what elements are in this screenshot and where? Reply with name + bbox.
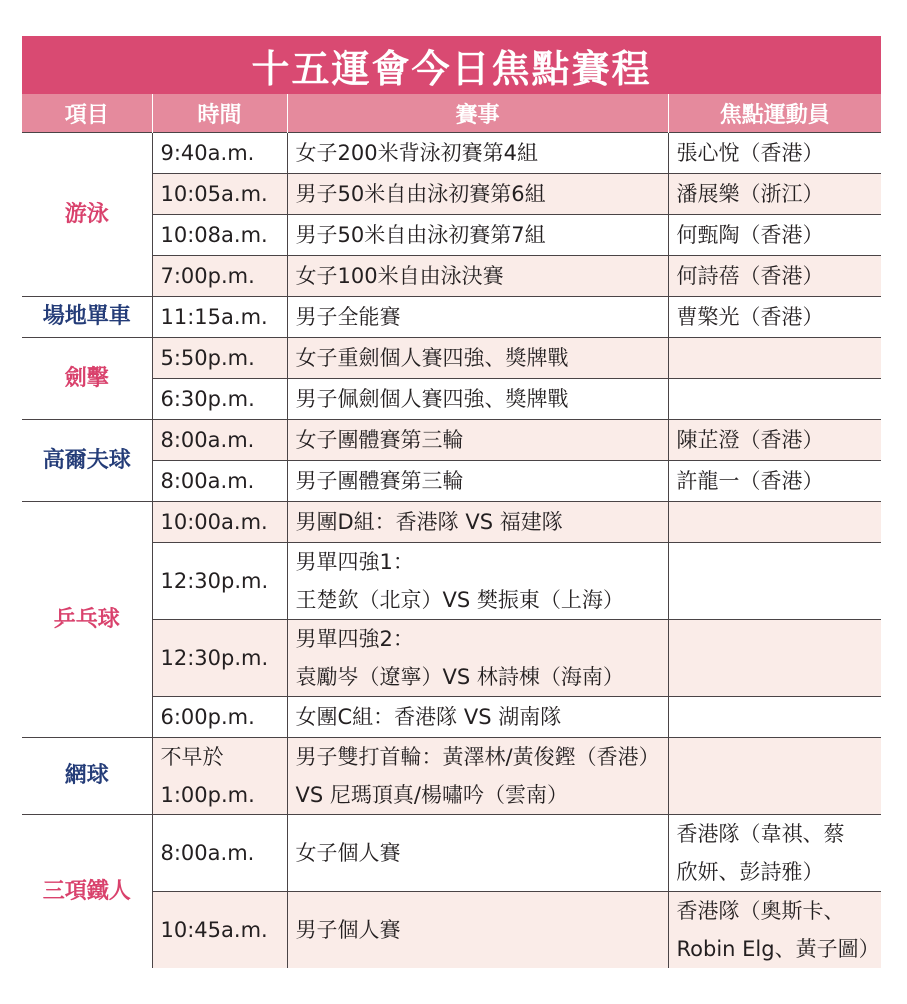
event-cell (287, 543, 668, 620)
table-row (22, 502, 881, 543)
category-fencing: 劍擊 (22, 338, 152, 420)
time-cell: 10:45a.m. (152, 892, 287, 969)
athlete-line: Robin Elg、黃子圖） (676, 937, 880, 961)
event-cell: 女子重劍個人賽四強、獎牌戰 (287, 338, 668, 379)
event-line: 男單四強1： (295, 550, 414, 574)
table-row (22, 815, 881, 892)
time-cell: 6:30p.m. (152, 379, 287, 420)
athlete-line: 欣妍、彭詩雅） (676, 860, 824, 884)
time-cell: 12:30p.m. (152, 620, 287, 697)
event-cell (287, 620, 668, 697)
time-line: 1:00p.m. (160, 783, 255, 807)
time-cell: 10:05a.m. (152, 174, 287, 215)
athlete-cell: 何甄陶（香港） (668, 215, 881, 256)
time-cell: 6:00p.m. (152, 697, 287, 738)
athlete-cell: 張心悅（香港） (668, 133, 881, 174)
athlete-line: 香港隊（奧斯卡、 (676, 899, 845, 923)
event-line: 男單四強2： (295, 627, 414, 651)
athlete-cell (668, 502, 881, 543)
column-header-time: 時間 (152, 94, 287, 133)
time-cell: 10:00a.m. (152, 502, 287, 543)
athlete-cell: 許龍一（香港） (668, 461, 881, 502)
table-row (22, 133, 881, 174)
time-cell (152, 738, 287, 815)
athlete-cell: 潘展樂（浙江） (668, 174, 881, 215)
event-cell: 男子50米自由泳初賽第7組 (287, 215, 668, 256)
event-cell: 男子團體賽第三輪 (287, 461, 668, 502)
event-line: 王楚欽（北京）VS 樊振東（上海） (295, 588, 624, 612)
athlete-cell (668, 543, 881, 620)
athlete-cell (668, 620, 881, 697)
event-cell: 男子個人賽 (287, 892, 668, 969)
schedule-panel (22, 36, 881, 968)
event-cell: 男子全能賽 (287, 297, 668, 338)
page-title: 十五運會今日焦點賽程 (22, 36, 881, 94)
category-tennis: 網球 (22, 738, 152, 815)
time-line: 不早於 (160, 745, 224, 769)
event-cell (287, 738, 668, 815)
time-cell: 5:50p.m. (152, 338, 287, 379)
time-cell: 8:00a.m. (152, 420, 287, 461)
athlete-cell: 曹檠光（香港） (668, 297, 881, 338)
time-cell: 8:00a.m. (152, 461, 287, 502)
time-cell: 10:08a.m. (152, 215, 287, 256)
event-cell: 女子個人賽 (287, 815, 668, 892)
event-cell: 女子200米背泳初賽第4組 (287, 133, 668, 174)
table-row (22, 338, 881, 379)
athlete-cell (668, 738, 881, 815)
column-header-category: 項目 (22, 94, 152, 133)
event-line: 男子雙打首輪：黃澤林/黃俊鏗（香港） (295, 745, 660, 769)
time-cell: 7:00p.m. (152, 256, 287, 297)
category-triathlon: 三項鐵人 (22, 815, 152, 969)
schedule-table (22, 94, 881, 968)
time-cell: 9:40a.m. (152, 133, 287, 174)
athlete-cell (668, 697, 881, 738)
event-line: VS 尼瑪頂真/楊嘯吟（雲南） (295, 783, 568, 807)
athlete-cell: 陳芷澄（香港） (668, 420, 881, 461)
athlete-cell (668, 379, 881, 420)
category-golf: 高爾夫球 (22, 420, 152, 502)
table-row (22, 420, 881, 461)
event-cell: 女子100米自由泳決賽 (287, 256, 668, 297)
event-cell: 女子團體賽第三輪 (287, 420, 668, 461)
time-cell: 11:15a.m. (152, 297, 287, 338)
event-cell: 男團D組：香港隊 VS 福建隊 (287, 502, 668, 543)
time-cell: 8:00a.m. (152, 815, 287, 892)
event-line: 袁勵岑（遼寧）VS 林詩棟（海南） (295, 665, 624, 689)
athlete-cell (668, 338, 881, 379)
event-cell: 男子50米自由泳初賽第6組 (287, 174, 668, 215)
time-cell: 12:30p.m. (152, 543, 287, 620)
event-cell: 男子佩劍個人賽四強、獎牌戰 (287, 379, 668, 420)
athlete-cell: 何詩蓓（香港） (668, 256, 881, 297)
event-cell: 女團C組：香港隊 VS 湖南隊 (287, 697, 668, 738)
athlete-cell (668, 892, 881, 969)
category-track-cycling: 場地單車 (22, 297, 152, 338)
athlete-line: 香港隊（韋祺、蔡 (676, 822, 845, 846)
athlete-cell (668, 815, 881, 892)
table-row (22, 297, 881, 338)
category-swimming: 游泳 (22, 133, 152, 297)
table-header-row (22, 94, 881, 133)
table-row (22, 738, 881, 815)
column-header-event: 賽事 (287, 94, 668, 133)
category-table-tennis: 乒乓球 (22, 502, 152, 738)
column-header-athlete: 焦點運動員 (668, 94, 881, 133)
